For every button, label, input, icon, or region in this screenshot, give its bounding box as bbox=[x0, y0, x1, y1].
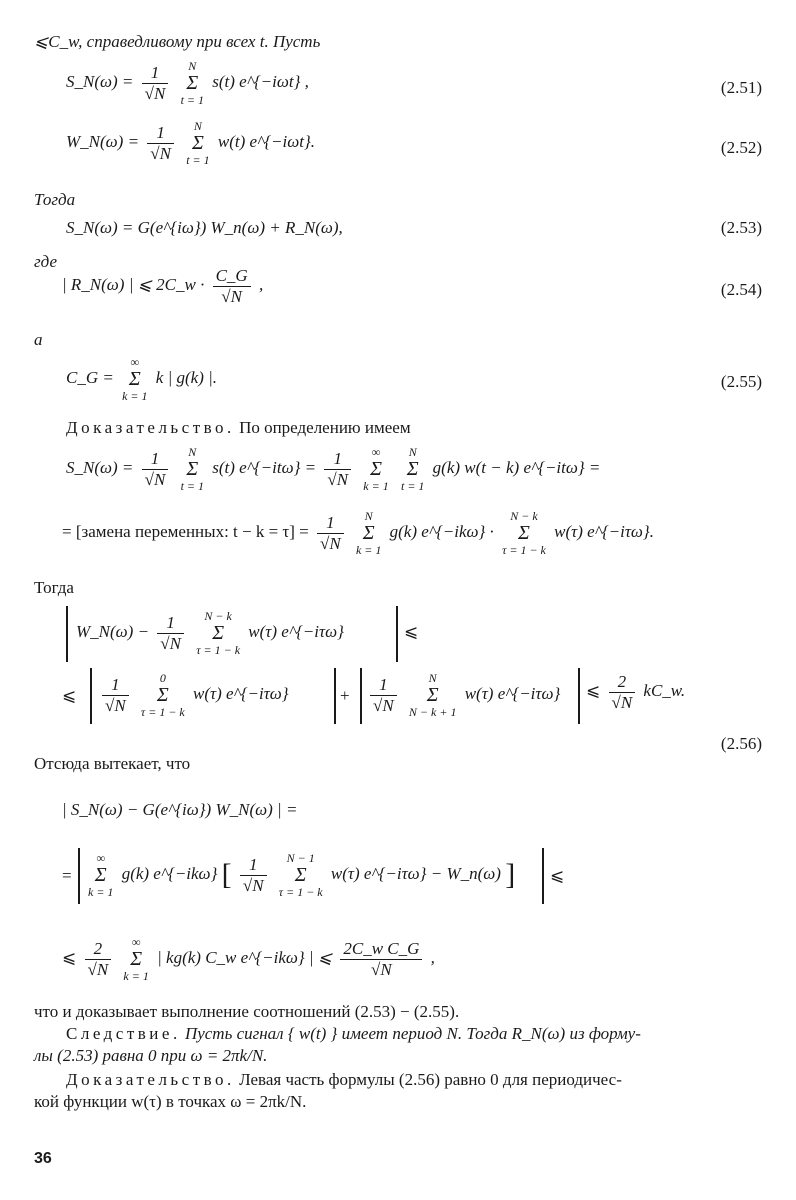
abs-bar bbox=[90, 668, 92, 724]
equation-number: (2.55) bbox=[720, 372, 762, 391]
abs-bar bbox=[334, 668, 336, 724]
proof-line bbox=[66, 418, 411, 438]
proof-text: По определению имеем bbox=[239, 418, 411, 437]
fraction: $\frac{C\_G}{√N}$ bbox=[213, 266, 251, 306]
leq-sign: ⩽ bbox=[550, 866, 565, 885]
abs-bar bbox=[78, 848, 80, 904]
equation-2-53: S_N(ω) = G(e^{iω}) W_n(ω) + R_N(ω), bbox=[66, 218, 343, 237]
equation-2-54: | R_N(ω) | ⩽ 2C_w · $\frac{C\_G}{√N}$ , bbox=[62, 266, 264, 306]
abs-bar bbox=[578, 668, 580, 724]
proof-equation-2: = [замена переменных: t − k = τ] = $\frac{1}{√N}$ N Σ k = 1 g(k) e^{−ikω} · N − k Σ τ = 1 − k w(τ) e^{−iτω}. bbox=[62, 509, 654, 557]
word-then: Тогда bbox=[34, 190, 76, 209]
corollary-heading: Следствие. bbox=[66, 1024, 181, 1043]
equation-number: (2.51) bbox=[720, 78, 762, 97]
proof-equation-1: S_N(ω) = $\frac{1}{√N}$ N Σ t = 1 s(t) e^{−itω} = $\frac{1}{√N}$ ∞ Σ k = 1 N Σ t = 1 g(k) w(t − k) e^{−itω} = bbox=[66, 445, 601, 493]
equation-2-56-term-1: $\frac{1}{√N}$ 0 Σ τ = 1 − k w(τ) e^{−iτω} bbox=[98, 672, 289, 718]
equation-2-56-term-3: ⩽ $\frac{2}{√N}$ kC_w. bbox=[586, 672, 686, 712]
summation: N Σ t = 1 bbox=[186, 119, 210, 167]
equation-number: (2.52) bbox=[720, 138, 762, 157]
proves-line: что и доказывает выполнение соотношений (2.53) − (2.55). bbox=[34, 1002, 460, 1021]
fraction: $\frac{1}{√N}$ bbox=[147, 123, 174, 163]
equation-2-56-line-1: W_N(ω) − $\frac{1}{√N}$ N − k Σ τ = 1 − k w(τ) e^{−iτω} bbox=[76, 609, 344, 657]
fraction: $\frac{1}{√N}$ bbox=[142, 63, 169, 103]
hence-line: Отсюда вытекает, что bbox=[34, 754, 191, 773]
equation-number: (2.54) bbox=[720, 280, 762, 299]
abs-bar bbox=[542, 848, 544, 904]
plus-sign: + bbox=[340, 686, 350, 705]
conclusion-equation-1: | S_N(ω) − G(e^{iω}) W_N(ω) | = bbox=[62, 800, 298, 819]
equation-2-52: W_N(ω) = $\frac{1}{√N}$ N Σ t = 1 w(t) e^{−iωt}. bbox=[66, 119, 316, 167]
equation-number: (2.56) bbox=[720, 734, 762, 753]
equation-number: (2.53) bbox=[720, 218, 762, 237]
word-then-2: Тогда bbox=[34, 578, 74, 597]
word-a: а bbox=[34, 330, 43, 349]
proof2-line-1 bbox=[66, 1070, 622, 1090]
corollary-line-2: лы (2.53) равна 0 при ω = 2πk/N. bbox=[34, 1046, 268, 1065]
equation-2-51 bbox=[66, 60, 309, 106]
equation-2-55: C_G = ∞ Σ k = 1 k | g(k) |. bbox=[66, 355, 218, 403]
abs-bar bbox=[396, 606, 398, 662]
eq-body: s(t) e^{−iωt} , bbox=[212, 72, 309, 91]
page-number: 36 bbox=[34, 1150, 52, 1167]
word-where: где bbox=[34, 252, 57, 271]
corollary-text: Пусть сигнал { w(t) } имеет период N. Тогда R_N(ω) из форму- bbox=[184, 1024, 641, 1043]
equation-2-56-term-2: $\frac{1}{√N}$ N Σ N − k + 1 w(τ) e^{−iτω} bbox=[366, 672, 560, 718]
equals-sign: = bbox=[62, 866, 72, 885]
proof-heading: Доказательство. bbox=[66, 418, 235, 437]
eq-lhs: S_N(ω) = bbox=[66, 72, 134, 91]
conclusion-equation-2: ∞ Σ k = 1 g(k) e^{−ikω} [ $\frac{1}{√N}$ N − 1 Σ τ = 1 − k w(τ) e^{−iτω} − W_n(ω) ] bbox=[88, 851, 516, 899]
conclusion-equation-3: ⩽ $\frac{2}{√N}$ ∞ Σ k = 1 | kg(k) C_w e^{−ikω} | ⩽ $\frac{\text{2C\_w C\_G}}{√N}$ , bbox=[62, 935, 435, 983]
corollary-line-1 bbox=[66, 1024, 641, 1044]
proof2-text: Левая часть формулы (2.56) равно 0 для периодичес- bbox=[239, 1070, 622, 1089]
intro-line: ⩽C_w, справедливому при всех t. Пусть bbox=[34, 32, 321, 51]
abs-bar bbox=[360, 668, 362, 724]
leq-sign: ⩽ bbox=[62, 686, 77, 705]
abs-bar bbox=[66, 606, 68, 662]
summation: ∞ Σ k = 1 bbox=[122, 355, 148, 403]
leq-sign: ⩽ bbox=[404, 622, 419, 641]
proof2-heading: Доказательство. bbox=[66, 1070, 235, 1089]
proof2-line-2: кой функции w(τ) в точках ω = 2πk/N. bbox=[34, 1092, 307, 1111]
summation: N Σ t = 1 bbox=[180, 59, 204, 107]
